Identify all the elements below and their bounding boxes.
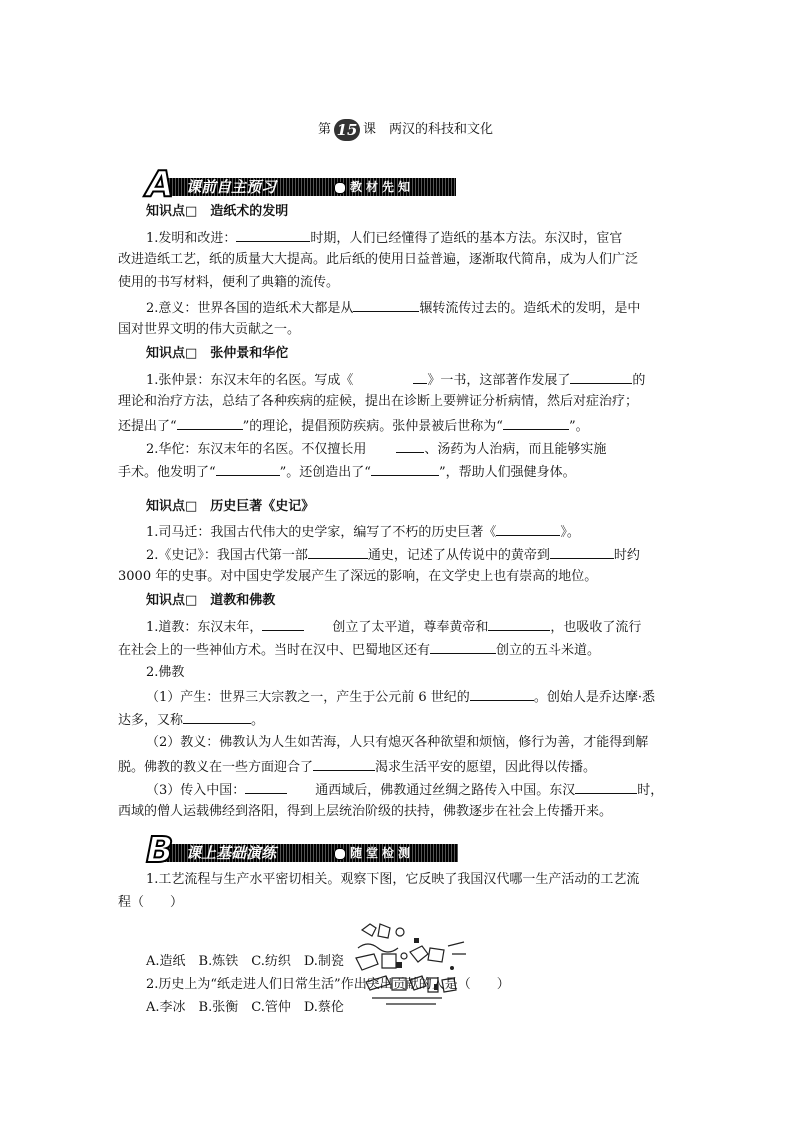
text: 》。	[560, 525, 580, 540]
text: ”，帮助人们强健身体。	[438, 465, 576, 480]
text: ”。还创造出了“	[279, 465, 371, 480]
kp4-line1	[146, 617, 641, 637]
kp1-line2: 改进造纸工艺，纸的质量大大提高。此后纸的使用日益普遍，逐渐取代简帛，成为人们广泛	[118, 252, 639, 267]
text: 通史，记述了从传说中的黄帝到	[367, 548, 550, 563]
section-a-title: 课前自主预习	[186, 178, 277, 196]
title-prefix: 第	[318, 122, 332, 137]
text: 时期，人们已经懂得了造纸的基本方法。东汉时，宦官	[310, 231, 623, 246]
kp2-line1	[146, 370, 645, 390]
text: 2.华佗：东汉末年的名医。不仅擅长用	[146, 442, 367, 457]
text: 通西域后，佛教通过丝绸之路传入中国。东汉	[315, 783, 576, 798]
text: 。创始人是乔达摩·悉	[533, 690, 655, 705]
kp4-line3: 2.佛教	[146, 665, 185, 680]
text: 、汤药为人治病，而且能够实施	[424, 442, 607, 457]
section-b-subtitle: 随堂检测	[350, 846, 415, 860]
blank	[470, 687, 534, 701]
text: （3）传入中国：	[146, 783, 246, 798]
blank	[371, 462, 439, 476]
text: 时约	[613, 548, 640, 563]
blank	[177, 416, 243, 430]
lesson-title	[318, 118, 493, 141]
kp1-line4	[146, 298, 640, 318]
section-b-title: 课上基础演练	[186, 844, 277, 862]
blank	[488, 617, 550, 631]
text: 1.发明和改进：	[146, 231, 237, 246]
text: 2.意义：世界各国的造纸术大都是从	[146, 301, 354, 316]
kp2-line2: 理论和治疗方法，总结了各种疾病的症候，提出在诊断上要辨证分析病情，然后对症治疗；	[118, 394, 639, 409]
text: 。	[251, 713, 265, 728]
text: ，也吸收了流行	[550, 620, 642, 635]
q2-options: A.李冰 B.张衡 C.管仲 D.蔡伦	[146, 1000, 344, 1015]
section-letter-a: A	[146, 164, 174, 205]
section-a-subtitle: 教材先知	[350, 180, 415, 194]
kp3-line1	[146, 522, 580, 542]
kp2-line4	[146, 439, 606, 459]
blank	[496, 522, 560, 536]
kp4-line6: （2）教义：佛教认为人生如苦海，人只有熄灭各种欲望和烦恼，修行为善，才能得到解	[146, 735, 649, 750]
blank	[570, 370, 632, 384]
text: 在社会上的一些神仙方术。当时在汉中、巴蜀地区还有	[118, 643, 431, 658]
blank	[550, 545, 614, 559]
title-text: 课 两汉的科技和文化	[363, 122, 494, 137]
kp3-line2	[146, 545, 640, 565]
kp3-line3: 3000 年的史事。对中国史学发展产生了深远的影响，在文学史上也有崇高的地位。	[118, 569, 598, 584]
blank	[396, 439, 424, 453]
blank	[308, 545, 368, 559]
kp1-line1	[146, 228, 622, 248]
q1-options: A.造纸 B.炼铁 C.纺织 D.制瓷	[146, 954, 344, 969]
blank	[575, 780, 637, 794]
text: 的	[632, 373, 646, 388]
kp4-heading: 知识点□ 道教和佛教	[146, 593, 276, 608]
text: 2.《史记》：我国古代第一部	[146, 548, 308, 563]
blank	[236, 228, 310, 242]
text: 1.张仲景：东汉末年的名医。写成《	[146, 373, 354, 388]
kp4-line4	[146, 687, 655, 707]
text: 创立的五斗米道。	[496, 643, 601, 658]
kp2-line5	[118, 462, 576, 482]
blank	[313, 757, 375, 771]
blank	[353, 298, 419, 312]
text: （1）产生：世界三大宗教之一，产生于公元前 6 世纪的	[146, 690, 470, 705]
section-a-banner	[146, 164, 456, 205]
text: ”的理论，提倡预防疾病。张仲景被后世称为“	[242, 419, 503, 434]
q2-stem: 2.历史上为“纸走进人们日常生活”作出突出贡献的人是（ ）	[146, 977, 510, 992]
kp2-line3	[118, 416, 589, 436]
bullet-icon	[334, 848, 346, 860]
papermaking-process-illustration	[352, 918, 472, 1010]
q1-stem-line2: 程（ ）	[118, 895, 184, 910]
section-b-banner	[146, 830, 458, 871]
text: 还提出了“	[118, 419, 177, 434]
kp1-line5: 国对世界文明的伟大贡献之一。	[118, 322, 301, 337]
kp4-line9: 西域的僧人运载佛经到洛阳，得到上层统治阶级的扶持，佛教逐步在社会上传播开来。	[118, 804, 613, 819]
text: 1.道教：东汉末年，	[146, 620, 263, 635]
blank	[262, 617, 304, 631]
kp4-line5	[118, 710, 264, 730]
bullet-icon	[334, 182, 346, 194]
blank	[245, 780, 287, 794]
kp3-heading: 知识点□ 历史巨著《史记》	[146, 499, 315, 514]
blank	[413, 370, 427, 384]
text: 渴求生活平安的愿望，因此得以传播。	[375, 760, 597, 775]
text: 脱。佛教的教义在一些方面迎合了	[118, 760, 314, 775]
kp2-heading: 知识点□ 张仲景和华佗	[146, 346, 289, 361]
text: 1.司马迁：我国古代伟大的史学家，编写了不朽的历史巨著《	[146, 525, 497, 540]
text: 达多，又称	[118, 713, 184, 728]
text: 辗转流传过去的。造纸术的发明，是中	[419, 301, 641, 316]
text: ”。	[568, 419, 589, 434]
kp1-heading: 知识点□ 造纸术的发明	[146, 204, 289, 219]
text: 时，	[637, 783, 664, 798]
kp4-line8	[146, 780, 663, 800]
q1-stem-line1: 1.工艺流程与生产水平密切相关。观察下图，它反映了我国汉代哪一生产活动的工艺流	[146, 872, 640, 887]
blank	[216, 462, 280, 476]
lesson-number-badge: 15	[334, 119, 360, 141]
text: 》一书，这部著作发展了	[427, 373, 571, 388]
kp1-line3: 使用的书写材料，便利了典籍的流传。	[118, 275, 340, 290]
blank	[503, 416, 569, 430]
blank	[183, 710, 251, 724]
kp4-line7	[118, 757, 596, 777]
kp4-line2	[118, 640, 600, 660]
text: 创立了太平道，尊奉黄帝和	[332, 620, 489, 635]
blank	[430, 640, 496, 654]
section-letter-b: B	[146, 830, 174, 871]
text: 手术。他发明了“	[118, 465, 216, 480]
